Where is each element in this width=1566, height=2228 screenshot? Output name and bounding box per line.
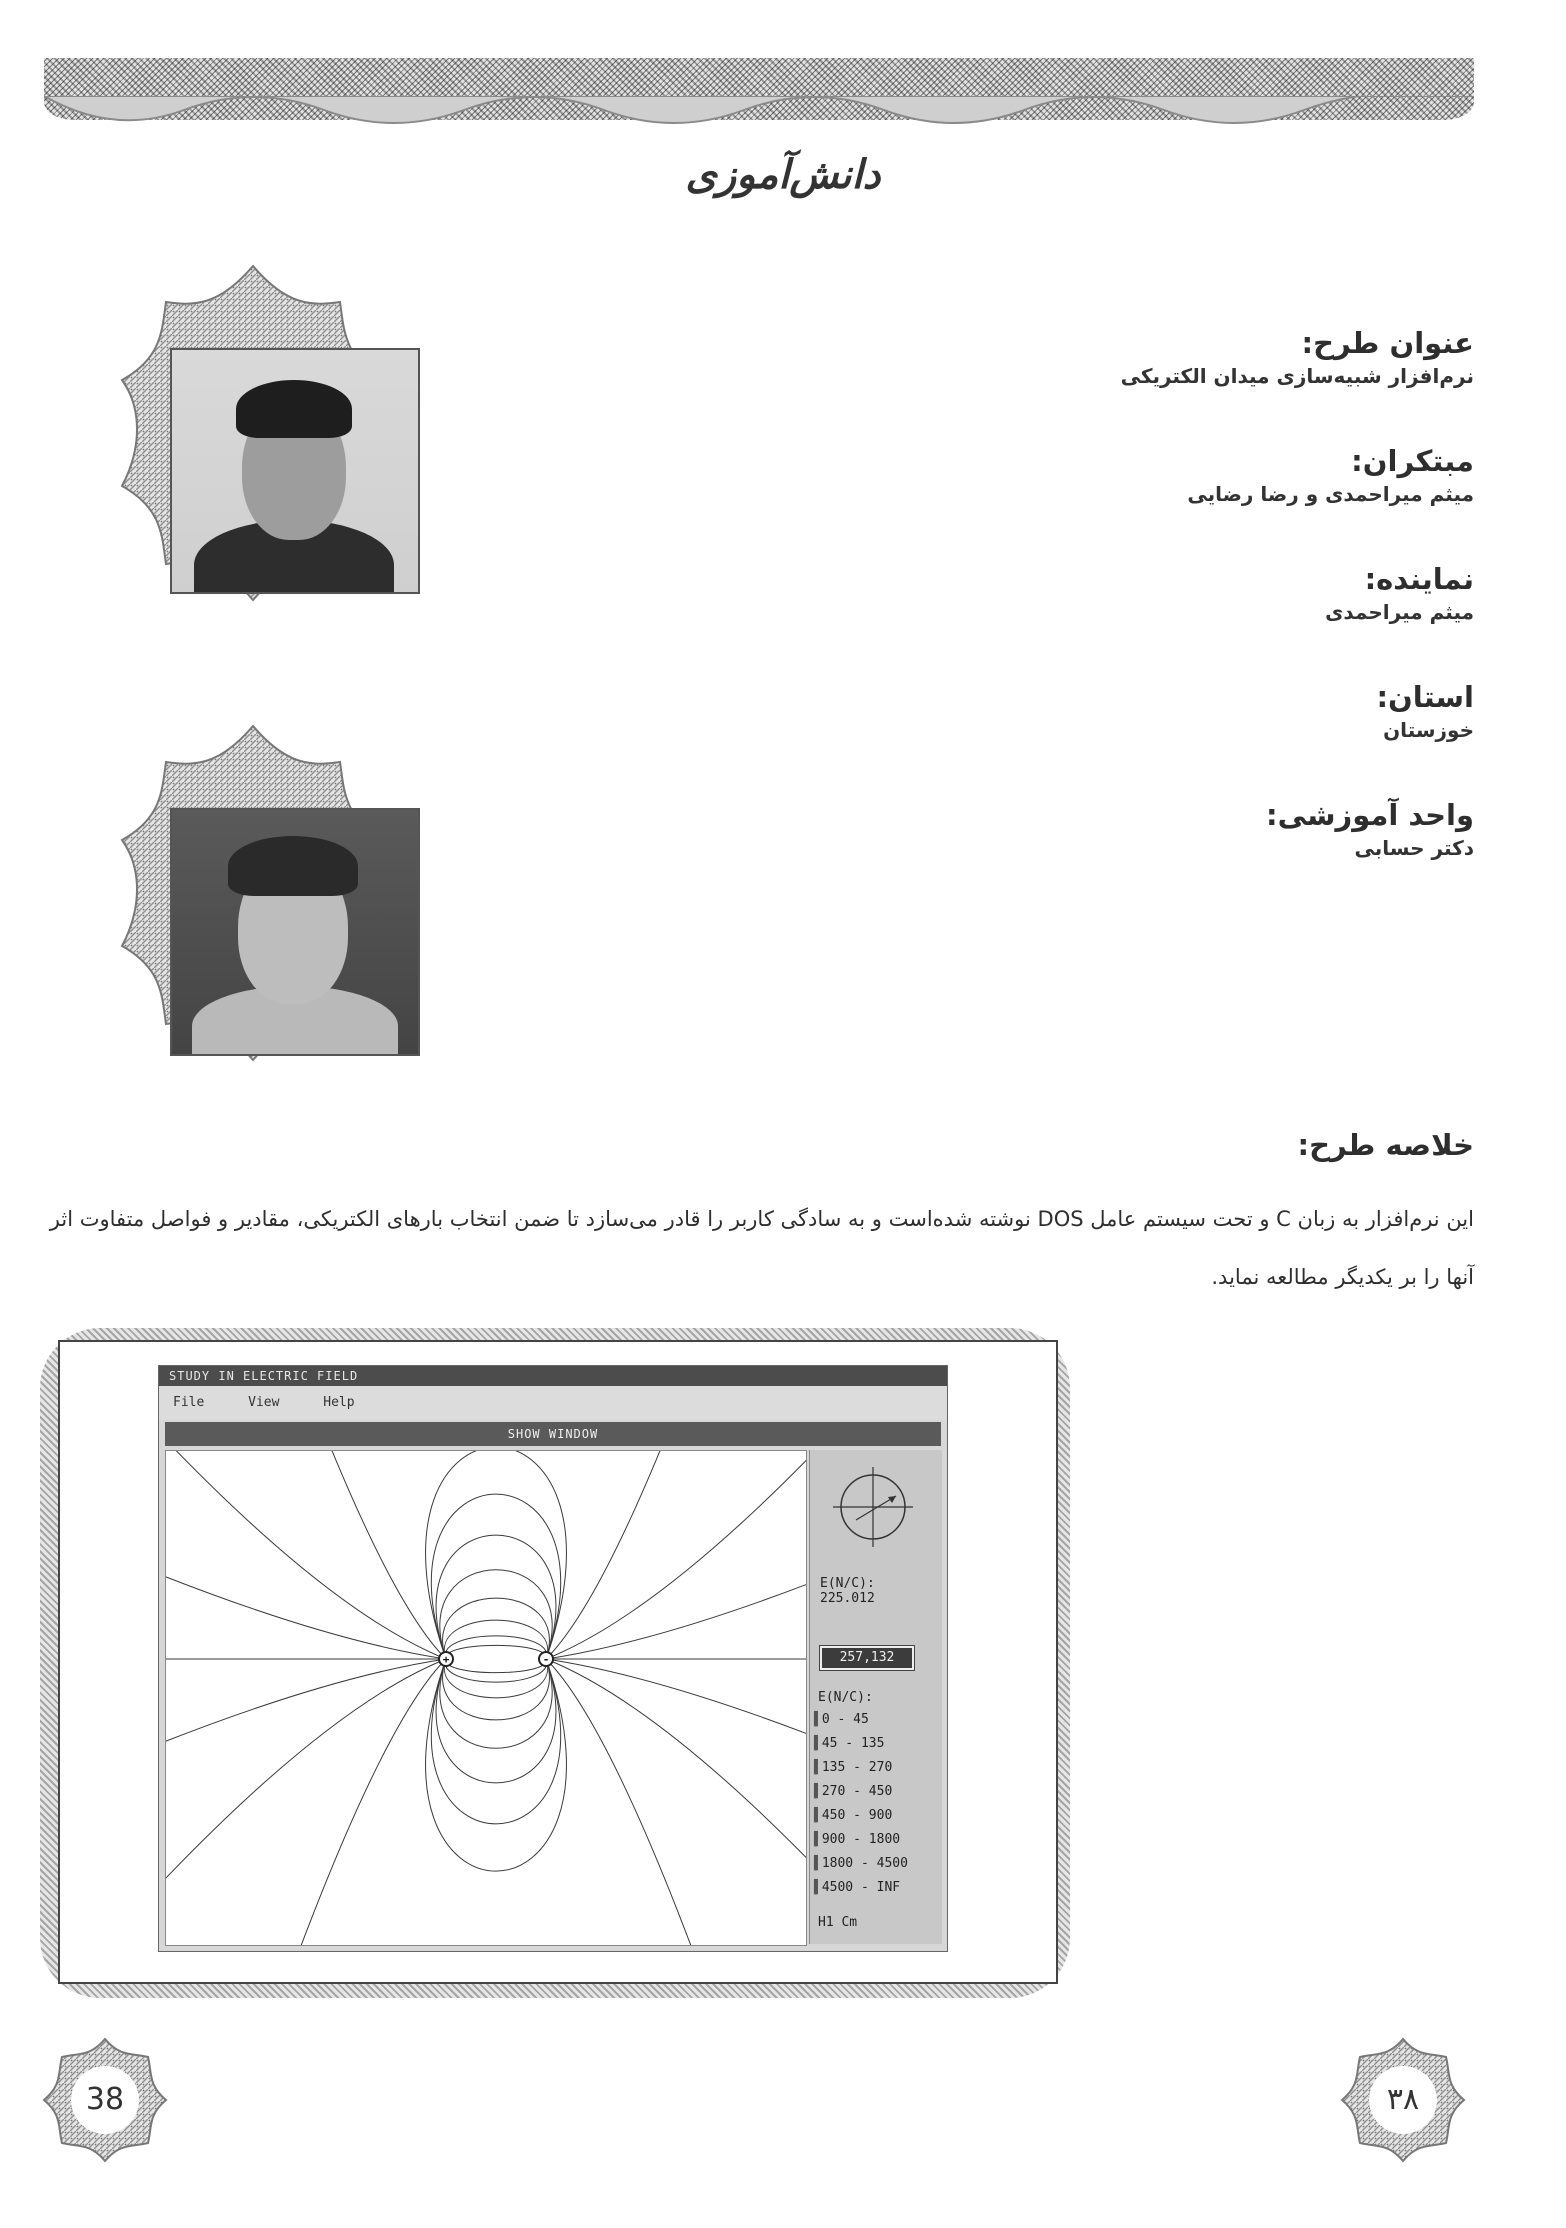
field-line — [446, 1645, 547, 1659]
summary-text: این نرم‌افزار به زبان C و تحت سیستم عامل DOS نوشته شده‌است و به سادگی کاربر را قادر می‌سازد تا ضمن انتخاب بارهای الکتریکی، مقادیر و فواصل متفاوت اثر آنها را بر یکدیگر مطالعه نماید. — [49, 1207, 1474, 1289]
legend-item[interactable]: ▌ 1800 - 4500 — [814, 1852, 908, 1876]
window-title: STUDY IN ELECTRIC FIELD — [159, 1366, 947, 1386]
field-line — [426, 1451, 567, 1659]
field-line — [546, 1569, 806, 1659]
field-inventors — [774, 444, 1474, 506]
negative-charge[interactable] — [539, 1652, 553, 1666]
positive-charge-sign: + — [442, 1653, 450, 1666]
menu-file[interactable]: File — [173, 1395, 205, 1410]
positive-charge[interactable] — [439, 1652, 453, 1666]
page-number-left — [40, 2035, 170, 2165]
legend-item[interactable]: ▌ 900 - 1800 — [814, 1828, 908, 1852]
field-project-title — [774, 326, 1474, 388]
field-line — [444, 1620, 547, 1659]
field-line — [445, 1659, 546, 1682]
field-line — [166, 1659, 446, 1749]
field-line — [444, 1659, 547, 1698]
field-line — [546, 1451, 696, 1659]
field-representative — [774, 562, 1474, 624]
negative-charge-sign: - — [542, 1653, 550, 1666]
field-line — [166, 1659, 446, 1899]
field-line — [426, 1659, 567, 1871]
field-strength-legend — [814, 1708, 908, 1900]
legend-item[interactable]: ▌ 270 - 450 — [814, 1780, 908, 1804]
field-label: عنوان طرح: — [1301, 326, 1474, 360]
page-number-right — [1338, 2035, 1468, 2165]
legend-item[interactable]: ▌ 0 - 45 — [814, 1708, 908, 1732]
field-line — [546, 1451, 806, 1659]
field-label: واحد آموزشی: — [1266, 798, 1474, 832]
field-value: نرم‌افزار شبیه‌سازی میدان الکتریکی — [1120, 364, 1474, 388]
field-label: استان: — [1376, 680, 1474, 714]
coordinate-readout: 257,132 — [820, 1646, 914, 1670]
legend-item[interactable]: ▌ 4500 - INF — [814, 1876, 908, 1900]
side-panel — [809, 1450, 942, 1944]
field-label: نماینده: — [1364, 562, 1474, 596]
field-line — [166, 1569, 446, 1659]
inventor-photo-2 — [170, 808, 420, 1056]
scale-label: H1 Cm — [818, 1915, 858, 1930]
field-line — [446, 1659, 547, 1673]
direction-compass-icon — [828, 1462, 918, 1552]
field-line — [546, 1659, 806, 1899]
field-value: خوزستان — [1383, 718, 1474, 742]
menu-help[interactable]: Help — [323, 1395, 355, 1410]
field-lines-canvas — [166, 1451, 806, 1945]
page-number-latin: 38 — [85, 2082, 125, 2117]
field-line — [296, 1451, 446, 1659]
field-line — [436, 1659, 556, 1783]
field-strength-label: E(N/C): — [820, 1576, 875, 1591]
field-line — [166, 1451, 446, 1659]
page-title: دانش‌آموزی — [685, 152, 881, 198]
software-window — [158, 1365, 948, 1952]
field-province — [774, 680, 1474, 742]
legend-item[interactable]: ▌ 135 - 270 — [814, 1756, 908, 1780]
field-label: مبتکران: — [1351, 444, 1474, 478]
field-value: دکتر حسابی — [1354, 836, 1474, 860]
page-number-persian: ۳۸ — [1386, 2082, 1420, 2117]
field-line — [546, 1659, 696, 1945]
field-line — [436, 1535, 556, 1659]
field-strength-readout — [820, 1576, 875, 1606]
field-value: میثم میراحمدی و رضا رضایی — [1187, 482, 1474, 506]
field-strength-value: 225.012 — [820, 1591, 875, 1606]
show-window-caption: SHOW WINDOW — [165, 1422, 941, 1446]
field-school — [774, 798, 1474, 860]
field-plot[interactable] — [165, 1450, 807, 1946]
field-value: میثم میراحمدی — [1325, 600, 1474, 624]
summary-title: خلاصه طرح: — [1297, 1128, 1474, 1162]
banner-scallop-edge — [44, 96, 1474, 136]
field-line — [296, 1659, 446, 1945]
field-line — [546, 1659, 806, 1749]
menu-view[interactable]: View — [248, 1395, 280, 1410]
field-line — [445, 1636, 546, 1659]
legend-item[interactable]: ▌ 45 - 135 — [814, 1732, 908, 1756]
inventor-photo-1 — [170, 348, 420, 594]
legend-item[interactable]: ▌ 450 - 900 — [814, 1804, 908, 1828]
legend-title: E(N/C): — [818, 1690, 873, 1705]
menu-bar — [159, 1386, 947, 1420]
